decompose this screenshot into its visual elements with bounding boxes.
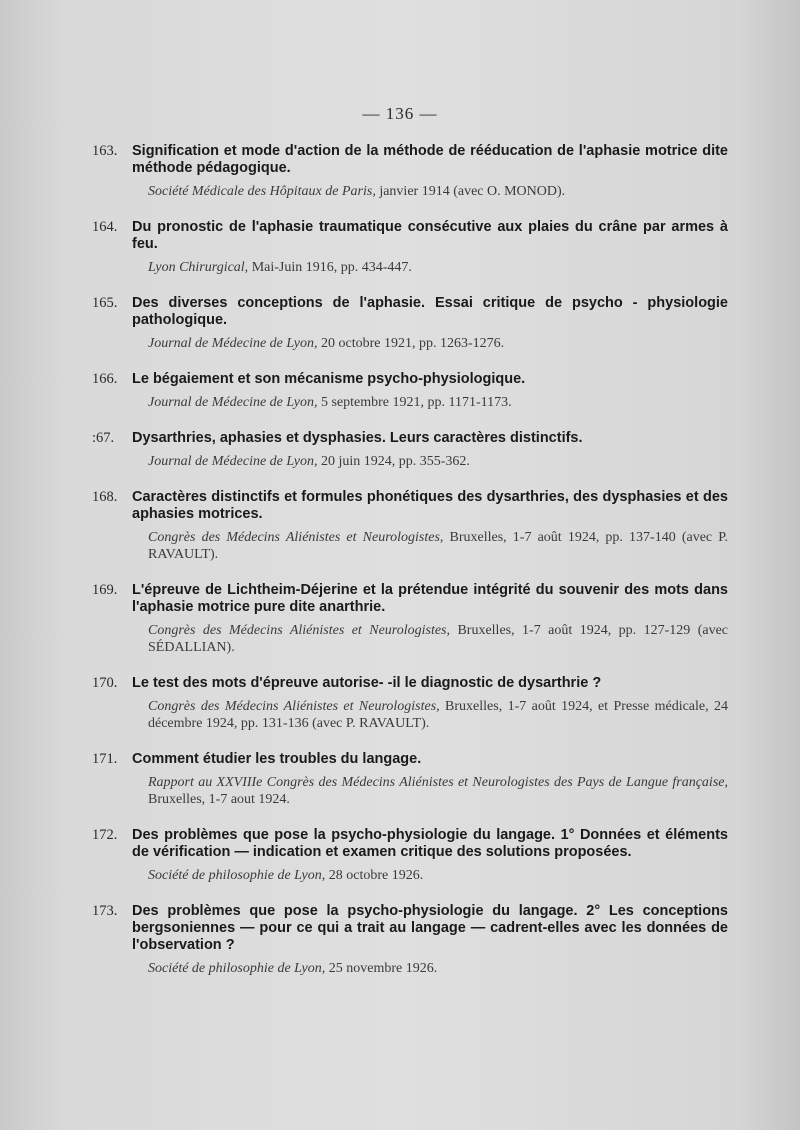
entry-source: Congrès des Médecins Aliénistes et Neurologistes,: [148, 530, 444, 545]
entry-number: 169.: [92, 582, 118, 598]
entry-detail: Bruxelles, 1-7 août 1924, et Presse médicale, 24 décembre 1924, pp. 131-136 (avec P. RAVAULT).: [148, 699, 728, 731]
bibliography-entry: [92, 751, 728, 808]
entry-source: Congrès des Médecins Aliénistes et Neurologistes,: [148, 623, 451, 638]
entry-source: Congrès des Médecins Aliénistes et Neurologistes,: [148, 699, 440, 714]
entry-detail: Bruxelles, 1-7 août 1924, pp. 137-140 (avec P. RAVAULT).: [148, 530, 728, 562]
bibliography-entry: [92, 827, 728, 884]
entry-source: Société Médicale des Hôpitaux de Paris,: [148, 184, 376, 199]
entry-title: Comment étudier les troubles du langage.: [132, 751, 422, 767]
bibliography-entry: [92, 219, 728, 276]
entry-detail: Bruxelles, 1-7 aout 1924.: [148, 792, 290, 807]
entry-detail: Bruxelles, 1-7 août 1924, pp. 127-129 (avec SÉDALLIAN).: [148, 623, 729, 655]
entry-detail: 5 septembre 1921, pp. 1171-1173.: [317, 395, 512, 410]
entry-title: Le bégaiement et son mécanisme psycho-physiologique.: [132, 371, 526, 387]
entry-reference: [148, 259, 728, 276]
entry-number: 171.: [92, 751, 118, 767]
entry-detail: 20 juin 1924, pp. 355-362.: [317, 454, 470, 469]
page-number: — 136 —: [362, 104, 438, 123]
bibliography-entry: [92, 430, 728, 470]
entry-detail: Mai-Juin 1916, pp. 434-447.: [248, 260, 412, 275]
bibliography-entry: [92, 582, 728, 656]
entry-reference: [148, 867, 728, 884]
entry-number: :67.: [92, 430, 115, 446]
bibliography-entry: [92, 903, 728, 977]
entry-detail: 28 octobre 1926.: [325, 868, 424, 883]
bibliography-entry: [92, 143, 728, 200]
entry-reference: [148, 335, 728, 352]
entry-source: Lyon Chirurgical,: [148, 260, 249, 275]
entry-reference: [148, 622, 728, 656]
entry-reference: [148, 183, 728, 200]
entry-title: Des problèmes que pose la psycho-physiologie du langage. 1° Données et éléments de vérification — indication et examen critique des solutions proposées.: [132, 827, 728, 860]
entry-title: Des diverses conceptions de l'aphasie. Essai critique de psycho - physiologie pathologique.: [132, 295, 728, 328]
entry-detail: 20 octobre 1921, pp. 1263-1276.: [317, 336, 505, 351]
entry-title: Caractères distinctifs et formules phonétiques des dysarthries, des dysphasies et des aphasies motrices.: [132, 489, 728, 522]
entry-title: Des problèmes que pose la psycho-physiologie du langage. 2° Les conceptions bergsoniennes — pour ce qui a trait au langage — cadrent-elles avec les données de l'observation ?: [132, 903, 728, 953]
bibliography-entry: [92, 489, 728, 563]
entry-reference: [148, 453, 728, 470]
bibliography-list: [92, 143, 728, 996]
entry-source: Journal de Médecine de Lyon,: [148, 336, 318, 351]
entry-number: 170.: [92, 675, 118, 691]
entry-title: Signification et mode d'action de la méthode de rééducation de l'aphasie motrice dite méthode pédagogique.: [132, 143, 728, 176]
entry-number: 172.: [92, 827, 118, 843]
entry-detail: janvier 1914 (avec O. MONOD).: [375, 184, 566, 199]
entry-title: Dysarthries, aphasies et dysphasies. Leurs caractères distinctifs.: [132, 430, 583, 446]
entry-reference: [148, 529, 728, 563]
entry-detail: 25 novembre 1926.: [325, 961, 438, 976]
bibliography-entry: [92, 371, 728, 411]
entry-reference: [148, 394, 728, 411]
entry-source: Rapport au XXVIIIe Congrès des Médecins Aliénistes et Neurologistes des Pays de Langue française,: [148, 775, 728, 790]
entry-reference: [148, 698, 728, 732]
entry-source: Société de philosophie de Lyon,: [148, 961, 326, 976]
entry-number: 165.: [92, 295, 118, 311]
entry-reference: [148, 960, 728, 977]
entry-reference: [148, 774, 728, 808]
entry-source: Société de philosophie de Lyon,: [148, 868, 326, 883]
bibliography-entry: [92, 675, 728, 732]
entry-source: Journal de Médecine de Lyon,: [148, 395, 318, 410]
entry-number: 166.: [92, 371, 118, 387]
entry-title: L'épreuve de Lichtheim-Déjerine et la prétendue intégrité du souvenir des mots dans l'aphasie motrice pure dite anarthrie.: [132, 582, 728, 615]
entry-source: Journal de Médecine de Lyon,: [148, 454, 318, 469]
entry-number: 168.: [92, 489, 118, 505]
entry-number: 164.: [92, 219, 118, 235]
entry-title: Du pronostic de l'aphasie traumatique consécutive aux plaies du crâne par armes à feu.: [132, 219, 728, 252]
entry-title: Le test des mots d'épreuve autorise- -il le diagnostic de dysarthrie ?: [132, 675, 602, 691]
bibliography-entry: [92, 295, 728, 352]
entry-number: 163.: [92, 143, 118, 159]
entry-number: 173.: [92, 903, 118, 919]
